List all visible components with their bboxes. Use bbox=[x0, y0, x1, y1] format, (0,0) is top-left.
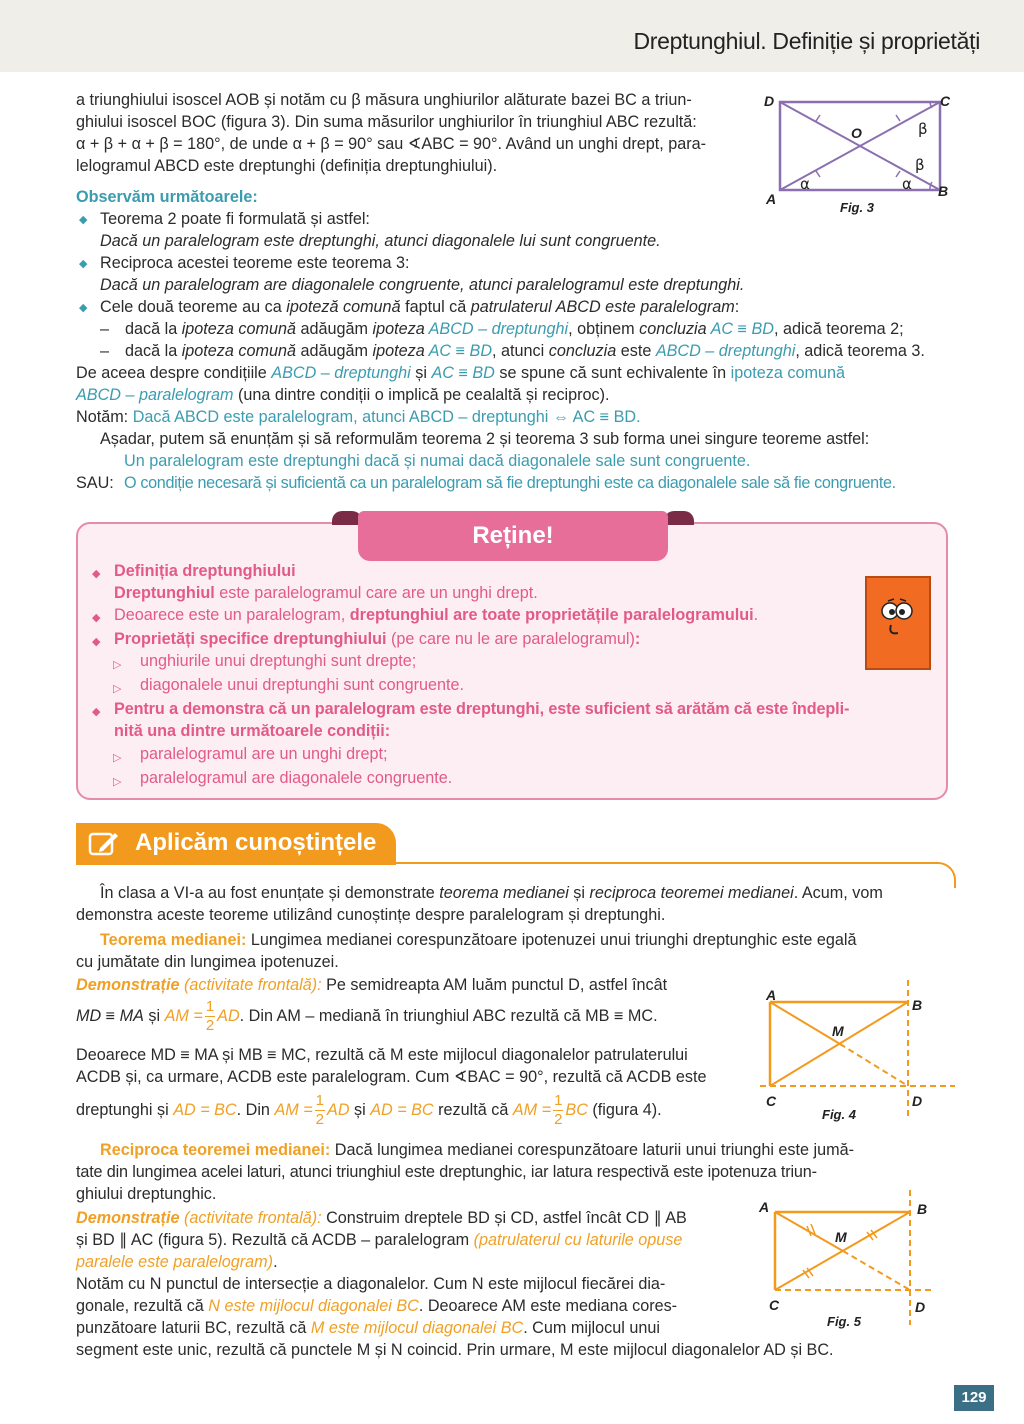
bullet-diamond-icon: ◆ bbox=[92, 568, 101, 580]
demonstratie2-6: punzătoare laturii BC, rezultă că M este mijlocul diagonalei BC. Cum mijlocul unui bbox=[76, 1319, 660, 1337]
observe-bullet-1-italic: Dacă un paralelogram este dreptunghi, atunci diagonalele lui sunt congruente. bbox=[100, 232, 661, 250]
fig3-caption: Fig. 3 bbox=[840, 200, 874, 215]
bullet-diamond-icon: ◆ bbox=[92, 706, 101, 718]
triangle-bullet-icon: ▷ bbox=[113, 659, 122, 671]
retine-sub-4: paralelogramul are diagonalele congruente. bbox=[140, 769, 453, 787]
demonstratie-5: dreptunghi și AD = BC. Din AM = $\frac{1}{2}$ AD și AD = BC rezultă că AM = $\frac{1}{2}$ BC (figura 4). bbox=[76, 1092, 662, 1129]
intro-line-4: lelogramul ABCD este dreptunghi (definiția dreptunghiului). bbox=[76, 157, 498, 175]
bullet-diamond-icon: ◆ bbox=[79, 258, 88, 270]
bullet-diamond-icon: ◆ bbox=[79, 214, 88, 226]
sau-label: SAU: bbox=[76, 474, 114, 492]
fig4-label-a: A bbox=[766, 987, 777, 1003]
retine-point-4a: Pentru a demonstra că un paralelogram este dreptunghi, este suficient să arătăm că este îndepli- bbox=[114, 700, 850, 718]
conditions-line-2: ABCD – paralelogram (una dintre condiții o implică pe cealaltă și reciproc). bbox=[76, 386, 610, 404]
fig3-alpha-left: α bbox=[800, 175, 810, 193]
observe-dash-2-marker: – bbox=[100, 342, 110, 360]
fig4-label-c: C bbox=[766, 1093, 777, 1109]
figure-3 bbox=[760, 90, 960, 220]
aplicam-intro-2: demonstra aceste teoreme utilizând cunoștințe despre paralelogram și dreptunghi. bbox=[76, 906, 666, 924]
demonstratie2-1: Demonstrație (activitate frontală): Construim dreptele BD și CD, astfel încât CD ∥ AB bbox=[76, 1209, 687, 1227]
fig3-label-o: O bbox=[851, 125, 862, 141]
triangle-bullet-icon: ▷ bbox=[113, 683, 122, 695]
fig3-beta-top: β bbox=[918, 120, 928, 138]
fig3-label-b: B bbox=[938, 183, 949, 199]
observe-heading: Observăm următoarele: bbox=[76, 188, 258, 206]
demonstratie-1: Demonstrație (activitate frontală): Pe semidreapta AM luăm punctul D, astfel încât bbox=[76, 976, 668, 994]
asadar-line: Așadar, putem să enunțăm și să reformulăm teorema 2 și teorema 3 sub forma unei singure teoreme astfel: bbox=[100, 430, 870, 448]
observe-bullet-1: Teorema 2 poate fi formulată și astfel: bbox=[100, 210, 370, 228]
page-number: 129 bbox=[954, 1385, 994, 1411]
demonstratie2-2: și BD ∥ AC (figura 5). Rezultă că ACDB – paralelogram (patrulaterul cu laturile opuse bbox=[76, 1231, 683, 1249]
intro-line-3: α + β + α + β = 180°, de unde α + β = 90° sau ∢ABC = 90°. Având un unghi drept, para- bbox=[76, 135, 707, 153]
fig5-label-b: B bbox=[917, 1201, 928, 1217]
triangle-bullet-icon: ▷ bbox=[113, 752, 122, 764]
retine-sub-3: paralelogramul are un unghi drept; bbox=[140, 745, 388, 763]
demonstratie2-5: gonale, rezultă că N este mijlocul diagonalei BC. Deoarece AM este mediana cores- bbox=[76, 1297, 678, 1315]
fig3-label-c: C bbox=[940, 93, 951, 109]
demonstratie2-4: Notăm cu N punctul de intersecție a diagonalelor. Cum N este mijlocul fiecărei dia- bbox=[76, 1275, 666, 1293]
conditions-line-1: De aceea despre condițiile ABCD – dreptunghi și AC ≡ BD se spune că sunt echivalente în ipoteza comună bbox=[76, 364, 845, 382]
fig5-label-m: M bbox=[835, 1229, 847, 1245]
triangle-bullet-icon: ▷ bbox=[113, 776, 122, 788]
theorem-statement-2: O condiție necesară și suficientă ca un paralelogram să fie dreptunghi este ca diagonalele sale să fie congruente. bbox=[124, 474, 896, 492]
retine-point-4b: nită una dintre următoarele condiții: bbox=[114, 722, 391, 740]
bullet-diamond-icon: ◆ bbox=[79, 302, 88, 314]
intro-line-1: a triunghiului isoscel AOB și notăm cu β măsura unghiurilor alăturate bazei BC a triun- bbox=[76, 91, 692, 109]
retine-def-text: Dreptunghiul este paralelogramul care are un unghi drept. bbox=[114, 584, 538, 602]
rectangle-mascot-icon bbox=[864, 575, 934, 671]
fig4-label-m: M bbox=[832, 1023, 844, 1039]
reciproca-1: Reciproca teoremei medianei: Dacă lungimea medianei corespunzătoare laturii unui triunghi este jumă- bbox=[100, 1141, 854, 1159]
fig3-label-a: A bbox=[766, 191, 777, 207]
teorema-medianei-1: Teorema medianei: Lungimea medianei corespunzătoare ipotenuzei unui triunghi dreptunghic este egală bbox=[100, 931, 857, 949]
figure-4 bbox=[760, 980, 960, 1125]
fig3-label-d: D bbox=[764, 93, 775, 109]
fig5-label-a: A bbox=[759, 1199, 770, 1215]
aplicam-title: Aplicăm cunoștințele bbox=[135, 829, 377, 856]
notam-line: Notăm: Dacă ABCD este paralelogram, atunci ABCD – dreptunghi ⇔ AC ≡ BD. bbox=[76, 408, 641, 426]
figure-5 bbox=[755, 1190, 955, 1335]
observe-bullet-3: Cele două teoreme au ca ipoteză comună faptul că patrulaterul ABCD este paralelogram: bbox=[100, 298, 740, 316]
pencil-note-icon bbox=[88, 830, 120, 858]
teorema-medianei-2: cu jumătate din lungimea ipotenuzei. bbox=[76, 953, 339, 971]
demonstratie-4: ACDB și, ca urmare, ACDB este paralelogram. Cum ∢BAC = 90°, rezultă că ACDB este bbox=[76, 1068, 707, 1086]
reciproca-2: tate din lungimea acelei laturi, atunci triunghiul este dreptunghic, iar latura respectivă este ipotenuza triun- bbox=[76, 1163, 817, 1181]
observe-bullet-2: Reciproca acestei teoreme este teorema 3: bbox=[100, 254, 410, 272]
demonstratie2-7: segment este unic, rezultă că punctele M și N coincid. Prin urmare, M este mijlocul diagonalelor AD și BC. bbox=[76, 1341, 834, 1359]
fig5-label-c: C bbox=[769, 1297, 780, 1313]
chapter-title: Dreptunghiul. Definiție și proprietăți bbox=[633, 28, 980, 54]
demonstratie-2: MD ≡ MA și AM = $\frac{1}{2}$ AD. Din AM – mediană în triunghiul ABC rezultă că MB ≡ MC. bbox=[76, 998, 658, 1035]
bullet-diamond-icon: ◆ bbox=[92, 636, 101, 648]
retine-tab-ear-right bbox=[664, 511, 694, 525]
fig4-caption: Fig. 4 bbox=[822, 1107, 856, 1122]
demonstratie2-3: paralele este paralelogram). bbox=[76, 1253, 278, 1271]
fig3-alpha-right: α bbox=[902, 175, 912, 193]
aplicam-intro-1: În clasa a VI-a au fost enunțate și demonstrate teorema medianei și reciproca teoremei medianei. Acum, vom bbox=[100, 884, 883, 902]
retine-title: Reține! bbox=[358, 511, 668, 561]
reciproca-3: ghiului dreptunghic. bbox=[76, 1185, 217, 1203]
bullet-diamond-icon: ◆ bbox=[92, 612, 101, 624]
theorem-statement-1: Un paralelogram este dreptunghi dacă și numai dacă diagonalele sale sunt congruente. bbox=[124, 452, 751, 470]
fig4-label-d: D bbox=[912, 1093, 923, 1109]
intro-line-2: ghiului isoscel BOC (figura 3). Din suma măsurilor unghiurilor în triunghiul ABC rezultă: bbox=[76, 113, 697, 131]
retine-sub-2: diagonalele unui dreptunghi sunt congruente. bbox=[140, 676, 465, 694]
observe-dash-1-marker: – bbox=[100, 320, 110, 338]
retine-sub-1: unghiurile unui dreptunghi sunt drepte; bbox=[140, 652, 417, 670]
retine-def-title: Definiția dreptunghiului bbox=[114, 562, 296, 580]
fig4-label-b: B bbox=[912, 997, 923, 1013]
observe-bullet-2-italic: Dacă un paralelogram are diagonalele congruente, atunci paralelogramul este dreptunghi. bbox=[100, 276, 745, 294]
fig3-beta-bottom: β bbox=[915, 156, 925, 174]
fig5-caption: Fig. 5 bbox=[827, 1314, 861, 1329]
observe-dash-2: dacă la ipoteza comună adăugăm ipoteza AC ≡ BD, atunci concluzia este ABCD – dreptunghi, adică teorema 3. bbox=[125, 342, 925, 360]
fig5-label-d: D bbox=[915, 1299, 926, 1315]
observe-dash-1: dacă la ipoteza comună adăugăm ipoteza ABCD – dreptunghi, obținem concluzia AC ≡ BD, adică teorema 2; bbox=[125, 320, 904, 338]
demonstratie-3: Deoarece MD ≡ MA și MB ≡ MC, rezultă că M este mijlocul diagonalelor patrulaterului bbox=[76, 1046, 688, 1064]
retine-point-3: Proprietăți specifice dreptunghiului (pe care nu le are paralelogramul): bbox=[114, 630, 641, 648]
retine-point-2: Deoarece este un paralelogram, dreptunghiul are toate proprietățile paralelogramului. bbox=[114, 606, 759, 624]
